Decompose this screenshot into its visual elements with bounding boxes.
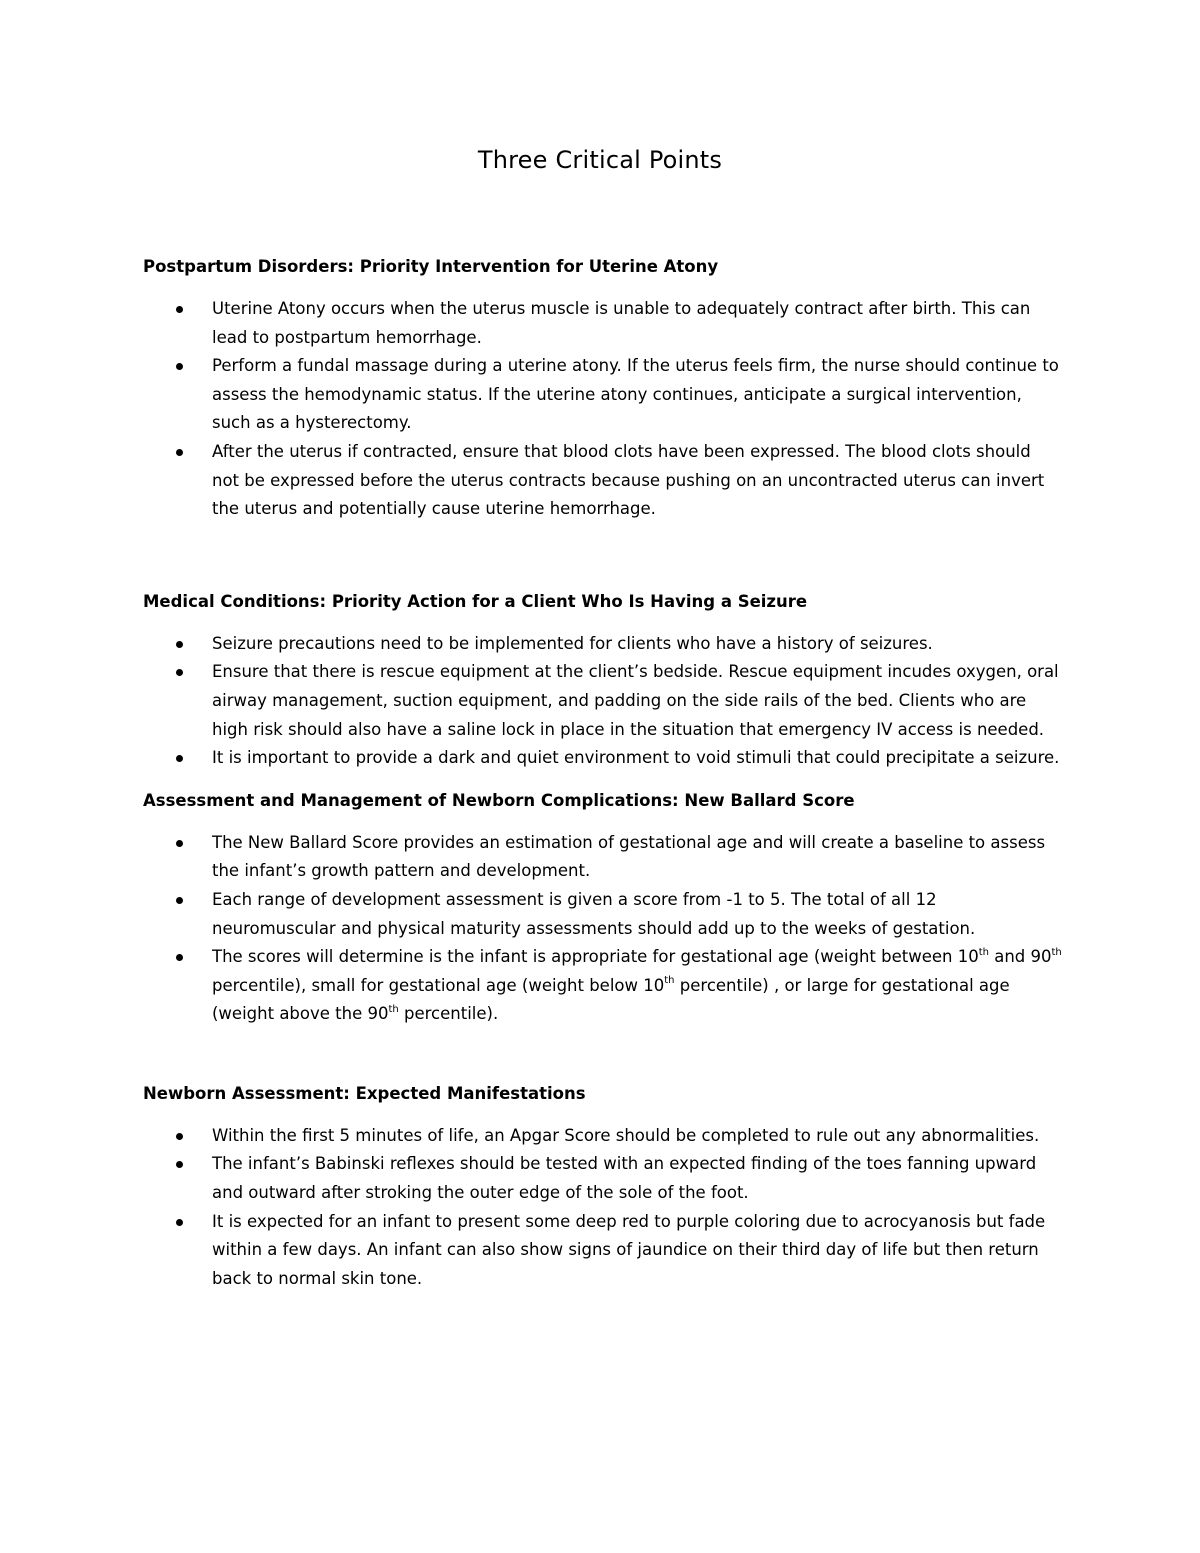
- bullet-list-seizure: [143, 630, 1060, 773]
- list-item: [143, 1122, 1062, 1151]
- ordinal-superscript: th: [664, 975, 675, 987]
- bullet-icon: [176, 897, 183, 904]
- bullet-text: Perform a fundal massage during a uterine atony. If the uterus feels firm, the nurse should continue to assess the hemodynamic status. If the uterine atony continues, anticipate a surgical intervention, such as a hysterectomy.: [212, 356, 1059, 433]
- bullet-icon: [176, 306, 183, 313]
- bullet-icon: [176, 840, 183, 847]
- section-heading-uterine-atony: Postpartum Disorders: Priority Intervention for Uterine Atony: [143, 257, 719, 276]
- bullet-text-part: percentile), small for gestational age (weight below 10: [212, 975, 665, 995]
- list-item: [143, 295, 1062, 352]
- bullet-text: Seizure precautions need to be implemented for clients who have a history of seizures.: [212, 633, 933, 653]
- ordinal-superscript: th: [388, 1003, 399, 1015]
- list-item: [143, 630, 1062, 659]
- list-item: [143, 352, 1062, 438]
- list-item: [143, 943, 1062, 1029]
- bullet-text: Within the first 5 minutes of life, an Apgar Score should be completed to rule out any abnormalities.: [212, 1125, 1040, 1145]
- bullet-text: [212, 947, 1062, 1023]
- bullet-text: The New Ballard Score provides an estimation of gestational age and will create a baseline to assess the infant’s growth pattern and development.: [212, 832, 1046, 881]
- bullet-text-part: percentile).: [398, 1004, 499, 1024]
- bullet-icon: [176, 755, 183, 762]
- list-item: [143, 744, 1062, 773]
- bullet-icon: [176, 363, 183, 370]
- bullet-icon: [176, 669, 183, 676]
- bullet-icon: [176, 641, 183, 648]
- ordinal-superscript: th: [978, 946, 989, 958]
- section-heading-seizure: Medical Conditions: Priority Action for a Client Who Is Having a Seizure: [143, 591, 808, 611]
- section-heading-newborn-assessment: Newborn Assessment: Expected Manifestations: [143, 1083, 586, 1103]
- list-item: [143, 886, 1062, 943]
- bullet-text-part: and 90: [988, 947, 1052, 967]
- list-item: [143, 438, 1062, 524]
- list-item: [143, 1208, 1062, 1294]
- bullet-text: The infant’s Babinski reflexes should be tested with an expected finding of the toes fanning upward and outward after stroking the outer edge of the sole of the foot.: [212, 1154, 1037, 1203]
- bullet-text: It is important to provide a dark and quiet environment to void stimuli that could precipitate a seizure.: [212, 748, 1060, 768]
- bullet-text: After the uterus if contracted, ensure that blood clots have been expressed. The blood clots should not be expressed before the uterus contracts because pushing on an uncontracted uterus can invert the uterus and potentially cause uterine hemorrhage.: [212, 441, 1045, 519]
- bullet-text: Each range of development assessment is given a score from -1 to 5. The total of all 12 neuromuscular and physical maturity assessments should add up to the weeks of gestation.: [212, 889, 976, 938]
- bullet-icon: [176, 1133, 183, 1140]
- ordinal-superscript: th: [1051, 946, 1062, 958]
- bullet-text: It is expected for an infant to present some deep red to purple coloring due to acrocyanosis but fade within a few days. An infant can also show signs of jaundice on their third day of life but then return back to normal skin tone.: [212, 1211, 1046, 1288]
- section-heading-ballard-score: Assessment and Management of Newborn Complications: New Ballard Score: [143, 790, 855, 810]
- bullet-text: Ensure that there is rescue equipment at the client’s bedside. Rescue equipment incudes oxygen, oral airway management, suction equipment, and padding on the side rails of the bed. Clients who are high risk should also have a saline lock in place in the situation that emergency IV access is needed.: [212, 662, 1059, 739]
- list-item: [143, 829, 1062, 886]
- bullet-icon: [176, 954, 183, 961]
- bullet-icon: [176, 449, 183, 456]
- document-title: Three Critical Points: [477, 146, 723, 174]
- bullet-text-part: The scores will determine is the infant is appropriate for gestational age (weight between 10: [212, 947, 979, 967]
- list-item: [143, 658, 1062, 744]
- bullet-text-part: percentile) , or large for gestational age (weight above the 90: [212, 975, 1010, 1024]
- bullet-icon: [176, 1161, 183, 1168]
- list-item: [143, 1150, 1062, 1207]
- bullet-text: Uterine Atony occurs when the uterus muscle is unable to adequately contract after birth. This can lead to postpartum hemorrhage.: [212, 299, 1031, 347]
- bullet-list-ballard-score: [143, 829, 1060, 1029]
- bullet-list-newborn-assessment: [143, 1122, 1060, 1294]
- bullet-list-uterine-atony: [143, 295, 1060, 524]
- bullet-icon: [176, 1219, 183, 1226]
